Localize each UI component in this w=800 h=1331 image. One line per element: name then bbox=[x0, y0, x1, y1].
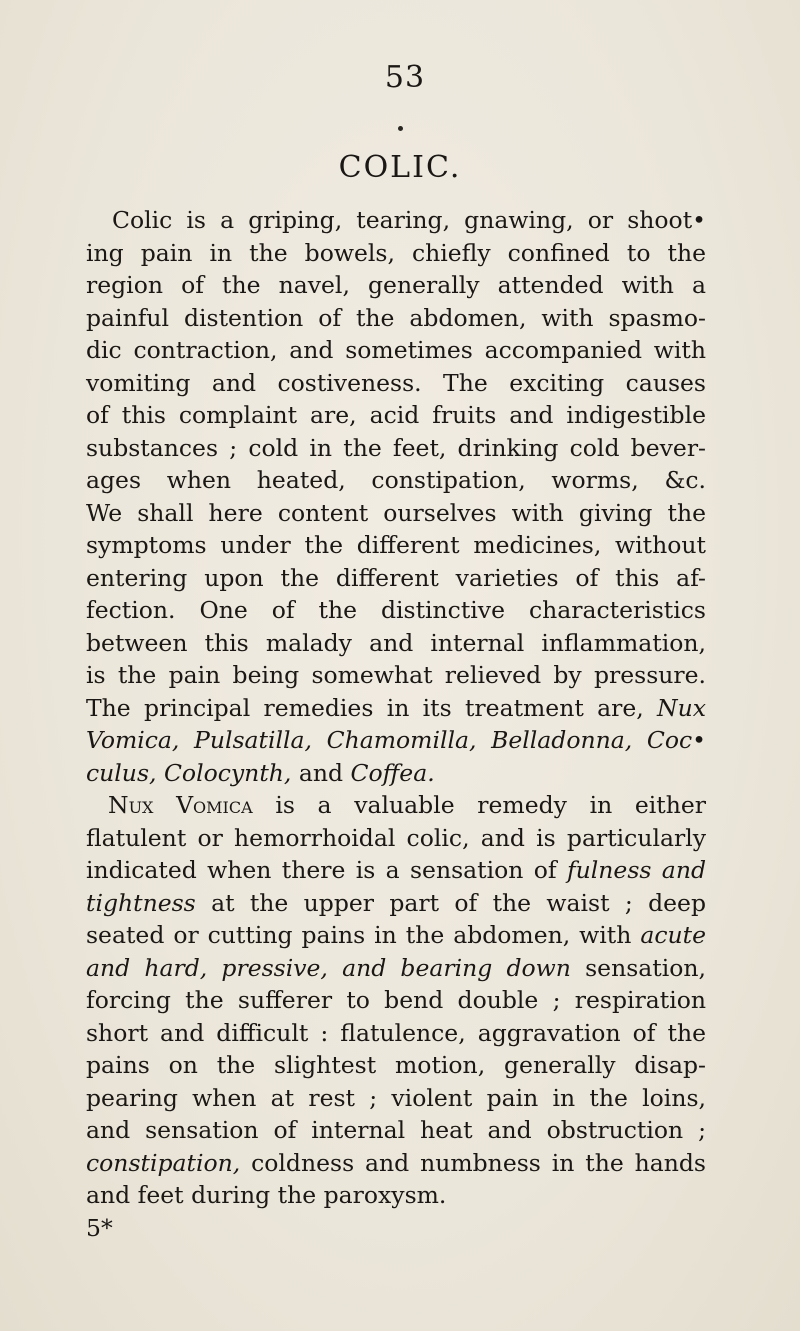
text-line: forcing the sufferer to bend double ; respiration bbox=[86, 986, 706, 1014]
text-line: of this complaint are, acid fruits and indigestible bbox=[86, 401, 706, 429]
text-line: Vomica, Pulsatilla, Chamomilla, Belladonna, Coc• bbox=[86, 726, 706, 754]
text-line: culus, Colocynth, and Coffea. bbox=[86, 758, 435, 787]
text-line: ing pain in the bowels, chiefly confined to the bbox=[86, 238, 706, 267]
text-line: dic contraction, and sometimes accompanied with bbox=[86, 336, 706, 364]
chapter-heading: COLIC. bbox=[338, 150, 462, 185]
signature-mark: 5* bbox=[86, 1213, 113, 1242]
text-line: flatulent or hemorrhoidal colic, and is particularly bbox=[86, 823, 706, 852]
text-line: pearing when at rest ; violent pain in the loins, bbox=[86, 1083, 706, 1112]
text-line: Nux Vomica is a valuable remedy in either bbox=[108, 791, 707, 819]
text-line: painful distention of the abdomen, with spasmo- bbox=[86, 303, 706, 332]
text-line: between this malady and internal inflammation, bbox=[86, 628, 706, 657]
text-line: fection. One of the distinctive characteristics bbox=[86, 596, 706, 624]
text-line: and feet during the paroxysm. bbox=[86, 1181, 447, 1209]
text-line: indicated when there is a sensation of fulness and bbox=[86, 856, 706, 884]
text-line: substances ; cold in the feet, drinking cold bever- bbox=[86, 433, 706, 462]
printer-dot bbox=[398, 126, 403, 131]
text-line: region of the navel, generally attended with a bbox=[86, 271, 706, 299]
text-line: ages when heated, constipation, worms, &c. bbox=[86, 466, 706, 494]
text-line: symptoms under the different medicines, without bbox=[86, 531, 706, 559]
page-number: 53 bbox=[384, 60, 426, 95]
body-text bbox=[86, 204, 706, 1244]
text-line: and hard, pressive, and bearing down sensation, bbox=[86, 953, 706, 982]
text-line: and sensation of internal heat and obstruction ; bbox=[86, 1116, 706, 1144]
text-line: entering upon the different varieties of this af- bbox=[86, 563, 706, 592]
text-line: pains on the slightest motion, generally disap- bbox=[86, 1051, 706, 1079]
text-line: We shall here content ourselves with giving the bbox=[86, 498, 706, 527]
text-line: Colic is a griping, tearing, gnawing, or shoot• bbox=[112, 206, 706, 234]
text-line: tightness at the upper part of the waist ; deep bbox=[86, 888, 706, 917]
text-line: vomiting and costiveness. The exciting causes bbox=[86, 368, 706, 397]
text-line: is the pain being somewhat relieved by pressure. bbox=[86, 661, 706, 689]
text-line: seated or cutting pains in the abdomen, with acute bbox=[86, 921, 706, 949]
text-line: The principal remedies in its treatment are, Nux bbox=[86, 693, 706, 722]
text-line: constipation, coldness and numbness in the hands bbox=[86, 1148, 706, 1177]
text-line: short and difficult : flatulence, aggravation of the bbox=[86, 1018, 706, 1047]
